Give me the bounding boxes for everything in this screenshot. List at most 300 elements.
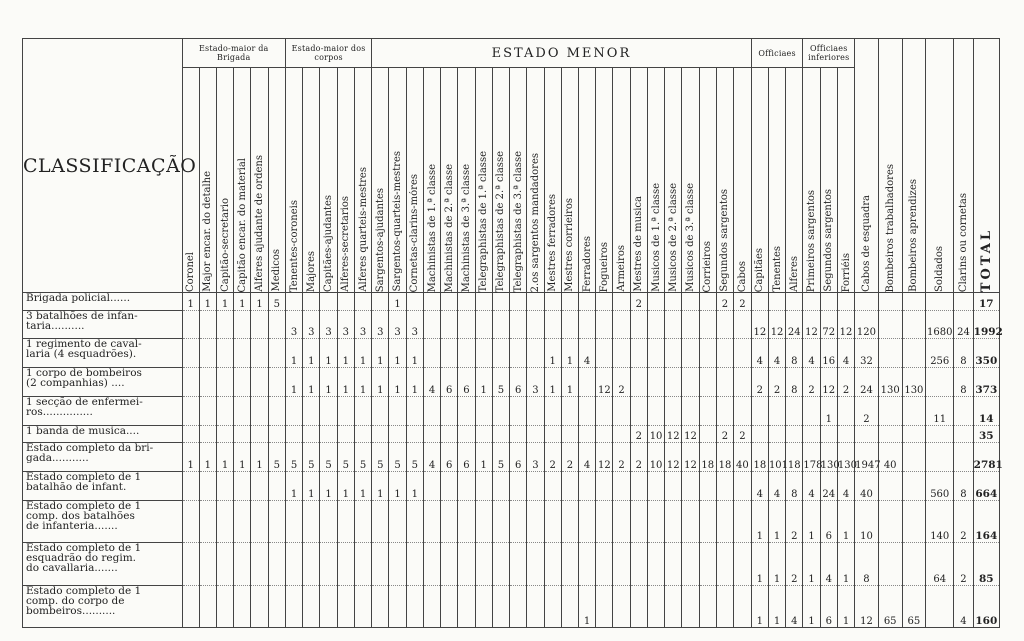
table-cell — [492, 585, 509, 628]
table-cell — [878, 543, 902, 585]
table-cell — [665, 310, 682, 339]
table-cell — [682, 500, 699, 542]
table-cell — [902, 396, 926, 425]
table-cell — [926, 368, 954, 397]
table-cell: 1 — [803, 543, 820, 585]
row-label: Estado completo de 1 esquadrão do regim. do cavallaria....... — [23, 543, 183, 585]
table-cell — [596, 396, 613, 425]
table-cell — [441, 310, 458, 339]
table-cell: 12 — [820, 368, 837, 397]
table-cell — [647, 585, 664, 628]
table-cell — [441, 543, 458, 585]
column-header: Capitão-secretario — [216, 68, 233, 293]
table-cell: 5 — [372, 443, 389, 472]
table-cell — [699, 425, 716, 443]
table-cell: 1 — [803, 500, 820, 542]
table-cell — [630, 500, 647, 542]
table-cell: 1 — [803, 585, 820, 628]
table-cell: 1 — [768, 543, 785, 585]
table-cell — [199, 396, 216, 425]
table-cell: 1 — [372, 339, 389, 368]
table-cell — [251, 585, 268, 628]
table-cell — [630, 339, 647, 368]
table-cell — [803, 425, 820, 443]
column-header: Sargentos-quarteis-mestres — [389, 68, 406, 293]
table-row — [23, 500, 1000, 542]
table-cell — [234, 472, 251, 501]
column-header: Medicos — [268, 68, 285, 293]
table-cell — [268, 339, 285, 368]
column-header: Mestres ferradores — [544, 68, 561, 293]
table-cell — [441, 339, 458, 368]
table-cell — [837, 425, 854, 443]
table-cell: 1 — [837, 500, 854, 542]
table-cell — [234, 585, 251, 628]
table-cell: 1 — [406, 339, 423, 368]
column-header: Bombeiros trabalhadores — [878, 39, 902, 293]
table-cell: 5 — [320, 443, 337, 472]
table-cell — [303, 543, 320, 585]
table-cell — [492, 293, 509, 311]
table-cell: 1 — [303, 339, 320, 368]
table-cell — [372, 500, 389, 542]
column-header: Alferes quarteis-mestres — [354, 68, 371, 293]
column-header: Corrieiros — [699, 68, 716, 293]
table-cell: 1 — [837, 585, 854, 628]
table-cell — [682, 585, 699, 628]
table-cell: 1 — [561, 339, 578, 368]
table-cell — [199, 368, 216, 397]
table-cell — [902, 543, 926, 585]
table-cell — [320, 396, 337, 425]
table-cell — [268, 472, 285, 501]
table-cell — [561, 310, 578, 339]
table-cell — [596, 293, 613, 311]
row-label: Estado completo de 1 comp. dos batalhões de infanteria....... — [23, 500, 183, 542]
table-cell — [354, 500, 371, 542]
column-header: Forriéis — [837, 68, 854, 293]
table-cell — [251, 500, 268, 542]
table-cell — [682, 310, 699, 339]
table-cell — [286, 396, 303, 425]
table-cell — [441, 396, 458, 425]
table-cell: 1 — [337, 339, 354, 368]
table-cell — [613, 543, 630, 585]
table-cell — [337, 500, 354, 542]
table-cell — [510, 293, 527, 311]
table-cell: 3 — [527, 443, 544, 472]
column-header: Musicos de 1.ª classe — [647, 68, 664, 293]
table-cell — [527, 293, 544, 311]
table-cell: 40 — [878, 443, 902, 472]
table-cell — [268, 585, 285, 628]
table-cell — [527, 339, 544, 368]
table-cell: 130 — [878, 368, 902, 397]
table-cell — [475, 425, 492, 443]
table-cell — [682, 396, 699, 425]
table-cell — [216, 310, 233, 339]
row-label: Estado completo da bri- gada........... — [23, 443, 183, 472]
table-cell: 1 — [389, 368, 406, 397]
table-cell: 12 — [665, 425, 682, 443]
table-cell — [286, 425, 303, 443]
table-cell — [579, 472, 596, 501]
table-row — [23, 543, 1000, 585]
table-cell — [251, 310, 268, 339]
table-cell — [441, 425, 458, 443]
table-cell: 12 — [682, 443, 699, 472]
column-header: Alferes-secretarios — [337, 68, 354, 293]
table-cell — [354, 396, 371, 425]
table-cell — [544, 293, 561, 311]
table-cell — [902, 339, 926, 368]
table-cell — [699, 293, 716, 311]
table-cell: 5 — [354, 443, 371, 472]
table-cell: 2 — [734, 293, 752, 311]
table-cell — [492, 339, 509, 368]
table-cell: 2 — [544, 443, 561, 472]
table-cell — [751, 396, 768, 425]
table-cell: 5 — [492, 443, 509, 472]
table-cell — [751, 293, 768, 311]
table-cell: 3 — [354, 310, 371, 339]
table-cell: 1 — [820, 396, 837, 425]
table-cell: 3 — [389, 310, 406, 339]
table-cell — [354, 543, 371, 585]
table-cell — [561, 396, 578, 425]
table-cell — [734, 368, 752, 397]
table-cell: 2 — [613, 368, 630, 397]
table-cell: 5 — [492, 368, 509, 397]
table-cell — [647, 500, 664, 542]
table-cell: 3 — [337, 310, 354, 339]
table-cell — [372, 543, 389, 585]
group-estado-maior-corpos: Estado-maior dos corpos — [286, 39, 372, 68]
table-row — [23, 339, 1000, 368]
table-cell: 2 — [768, 368, 785, 397]
table-cell — [544, 310, 561, 339]
table-cell: 130 — [820, 443, 837, 472]
table-cell — [286, 543, 303, 585]
row-total: 35 — [973, 425, 999, 443]
table-cell: 65 — [902, 585, 926, 628]
table-cell: 6 — [820, 500, 837, 542]
column-header: Segundos sargentos — [716, 68, 733, 293]
table-cell — [199, 500, 216, 542]
table-cell — [423, 425, 440, 443]
table-cell: 6 — [510, 443, 527, 472]
table-cell — [182, 425, 199, 443]
table-cell — [268, 425, 285, 443]
group-estado-maior-brigada: Estado-maior da Brigada — [182, 39, 285, 68]
table-cell — [665, 293, 682, 311]
table-cell — [268, 543, 285, 585]
row-total: 164 — [973, 500, 999, 542]
table-cell: 18 — [716, 443, 733, 472]
table-cell — [682, 543, 699, 585]
table-cell — [423, 543, 440, 585]
row-total: 17 — [973, 293, 999, 311]
table-cell: 2 — [716, 293, 733, 311]
table-cell: 8 — [786, 368, 803, 397]
table-cell: 178 — [803, 443, 820, 472]
table-cell — [954, 396, 973, 425]
table-cell — [492, 472, 509, 501]
table-cell — [389, 543, 406, 585]
table-cell — [902, 425, 926, 443]
table-cell — [665, 543, 682, 585]
table-cell — [441, 293, 458, 311]
table-cell: 5 — [303, 443, 320, 472]
table-cell — [527, 543, 544, 585]
table-cell — [596, 310, 613, 339]
table-cell — [716, 500, 733, 542]
table-cell: 6 — [458, 443, 475, 472]
table-cell — [734, 310, 752, 339]
table-cell — [510, 425, 527, 443]
table-cell — [716, 368, 733, 397]
table-cell — [458, 425, 475, 443]
table-cell — [734, 472, 752, 501]
column-header: Musicos de 2.ª classe — [665, 68, 682, 293]
table-cell: 12 — [665, 443, 682, 472]
row-label: 1 secção de enfermei- ros............... — [23, 396, 183, 425]
table-cell — [527, 310, 544, 339]
table-cell: 4 — [751, 339, 768, 368]
table-cell — [820, 293, 837, 311]
row-label: 1 banda de musica.... — [23, 425, 183, 443]
table-cell: 32 — [855, 339, 879, 368]
table-cell — [716, 396, 733, 425]
table-cell: 4 — [423, 443, 440, 472]
table-cell — [216, 585, 233, 628]
table-cell — [878, 472, 902, 501]
column-header: Alferes ajudante de ordens — [251, 68, 268, 293]
table-cell: 2 — [734, 425, 752, 443]
column-header: Capitão encar. do material — [234, 68, 251, 293]
row-label: 1 regimento de caval- laria (4 esquadrões). — [23, 339, 183, 368]
table-cell: 4 — [768, 472, 785, 501]
table-cell: 1 — [199, 293, 216, 311]
table-cell — [926, 293, 954, 311]
table-cell — [596, 472, 613, 501]
table-cell — [579, 310, 596, 339]
table-cell: 2 — [630, 443, 647, 472]
table-cell: 2 — [786, 543, 803, 585]
table-cell — [337, 585, 354, 628]
table-cell — [699, 543, 716, 585]
table-cell: 1 — [544, 368, 561, 397]
table-cell: 2 — [954, 500, 973, 542]
table-cell — [268, 368, 285, 397]
table-cell: 1947 — [855, 443, 879, 472]
table-cell — [251, 339, 268, 368]
table-cell — [878, 425, 902, 443]
table-cell — [665, 500, 682, 542]
table-cell — [234, 500, 251, 542]
table-cell — [716, 543, 733, 585]
table-cell — [216, 368, 233, 397]
table-cell: 12 — [682, 425, 699, 443]
table-cell — [699, 585, 716, 628]
table-cell — [199, 425, 216, 443]
table-cell: 2 — [751, 368, 768, 397]
table-cell: 1 — [216, 443, 233, 472]
table-cell: 64 — [926, 543, 954, 585]
table-cell — [527, 396, 544, 425]
table-cell — [475, 396, 492, 425]
table-cell — [665, 585, 682, 628]
table-cell: 2 — [855, 396, 879, 425]
table-cell: 1 — [406, 472, 423, 501]
table-cell — [441, 500, 458, 542]
column-header: Alferes — [786, 68, 803, 293]
table-cell: 8 — [954, 472, 973, 501]
table-cell: 5 — [406, 443, 423, 472]
table-cell — [423, 310, 440, 339]
column-header: Tenentes — [768, 68, 785, 293]
column-header: Machinistas de 2.ª classe — [441, 68, 458, 293]
table-cell — [527, 585, 544, 628]
table-cell — [441, 585, 458, 628]
table-row — [23, 585, 1000, 628]
table-cell — [544, 500, 561, 542]
table-cell — [389, 585, 406, 628]
table-cell: 5 — [389, 443, 406, 472]
table-cell — [596, 543, 613, 585]
table-cell — [372, 293, 389, 311]
table-cell — [441, 472, 458, 501]
table-cell — [544, 585, 561, 628]
table-cell — [878, 310, 902, 339]
table-cell: 1 — [354, 339, 371, 368]
table-cell — [303, 425, 320, 443]
table-cell: 1 — [389, 339, 406, 368]
table-cell: 1 — [286, 339, 303, 368]
table-cell: 1 — [234, 293, 251, 311]
table-cell — [716, 585, 733, 628]
table-cell — [492, 396, 509, 425]
column-header: Ferradores — [579, 68, 596, 293]
table-cell — [544, 543, 561, 585]
table-cell — [630, 585, 647, 628]
table-cell: 40 — [855, 472, 879, 501]
column-header: Musicos de 3.ª classe — [682, 68, 699, 293]
table-cell — [613, 310, 630, 339]
table-cell — [234, 310, 251, 339]
table-cell: 11 — [926, 396, 954, 425]
table-cell — [579, 500, 596, 542]
table-cell — [510, 543, 527, 585]
table-cell: 1680 — [926, 310, 954, 339]
column-header: Clarins ou cornetas — [954, 39, 973, 293]
table-cell — [510, 339, 527, 368]
table-cell — [579, 543, 596, 585]
table-cell — [647, 396, 664, 425]
table-cell — [699, 472, 716, 501]
table-cell: 1 — [372, 472, 389, 501]
table-cell — [561, 472, 578, 501]
table-cell — [216, 543, 233, 585]
column-header: Bombeiros aprendizes — [902, 39, 926, 293]
table-cell: 6 — [441, 368, 458, 397]
column-header: Mestres corrieiros — [561, 68, 578, 293]
table-cell — [510, 396, 527, 425]
column-header: Cabos — [734, 68, 752, 293]
table-cell — [902, 310, 926, 339]
table-cell — [182, 368, 199, 397]
table-cell: 1 — [320, 472, 337, 501]
column-header: 2.os sargentos mandadores — [527, 68, 544, 293]
table-cell: 1 — [303, 472, 320, 501]
table-cell — [561, 425, 578, 443]
table-cell — [699, 310, 716, 339]
table-cell: 1 — [579, 585, 596, 628]
table-cell — [561, 543, 578, 585]
table-cell — [561, 293, 578, 311]
table-cell — [647, 543, 664, 585]
table-cell — [579, 293, 596, 311]
table-cell — [458, 543, 475, 585]
table-cell: 1 — [286, 472, 303, 501]
column-header: Sargentos-ajudantes — [372, 68, 389, 293]
table-cell: 1 — [337, 472, 354, 501]
table-cell — [182, 396, 199, 425]
table-cell — [389, 500, 406, 542]
table-row — [23, 368, 1000, 397]
table-cell — [544, 425, 561, 443]
table-cell — [216, 396, 233, 425]
column-header: Telegraphistas de 1.ª classe — [475, 68, 492, 293]
table-cell: 5 — [286, 443, 303, 472]
table-cell — [682, 339, 699, 368]
table-cell — [234, 425, 251, 443]
table-cell — [423, 500, 440, 542]
table-cell — [613, 339, 630, 368]
table-cell: 1 — [251, 293, 268, 311]
table-cell — [199, 339, 216, 368]
table-cell: 1 — [751, 543, 768, 585]
table-cell — [216, 472, 233, 501]
table-cell — [354, 293, 371, 311]
table-cell — [337, 293, 354, 311]
table-cell: 24 — [954, 310, 973, 339]
table-cell — [665, 368, 682, 397]
table-cell: 120 — [855, 310, 879, 339]
table-cell — [406, 543, 423, 585]
table-cell — [406, 425, 423, 443]
table-cell — [902, 293, 926, 311]
table-cell — [579, 396, 596, 425]
table-cell — [182, 339, 199, 368]
table-cell: 3 — [406, 310, 423, 339]
table-cell — [647, 293, 664, 311]
table-cell: 1 — [337, 368, 354, 397]
table-cell: 6 — [820, 585, 837, 628]
table-cell — [475, 339, 492, 368]
table-cell: 12 — [596, 443, 613, 472]
table-cell: 2 — [630, 425, 647, 443]
table-cell: 1 — [768, 500, 785, 542]
table-cell — [372, 425, 389, 443]
table-cell — [527, 425, 544, 443]
table-cell: 18 — [699, 443, 716, 472]
table-cell — [596, 425, 613, 443]
table-cell: 12 — [768, 310, 785, 339]
classification-header: CLASSIFICAÇÃO — [23, 39, 183, 293]
table-cell: 10 — [647, 425, 664, 443]
table-row — [23, 310, 1000, 339]
